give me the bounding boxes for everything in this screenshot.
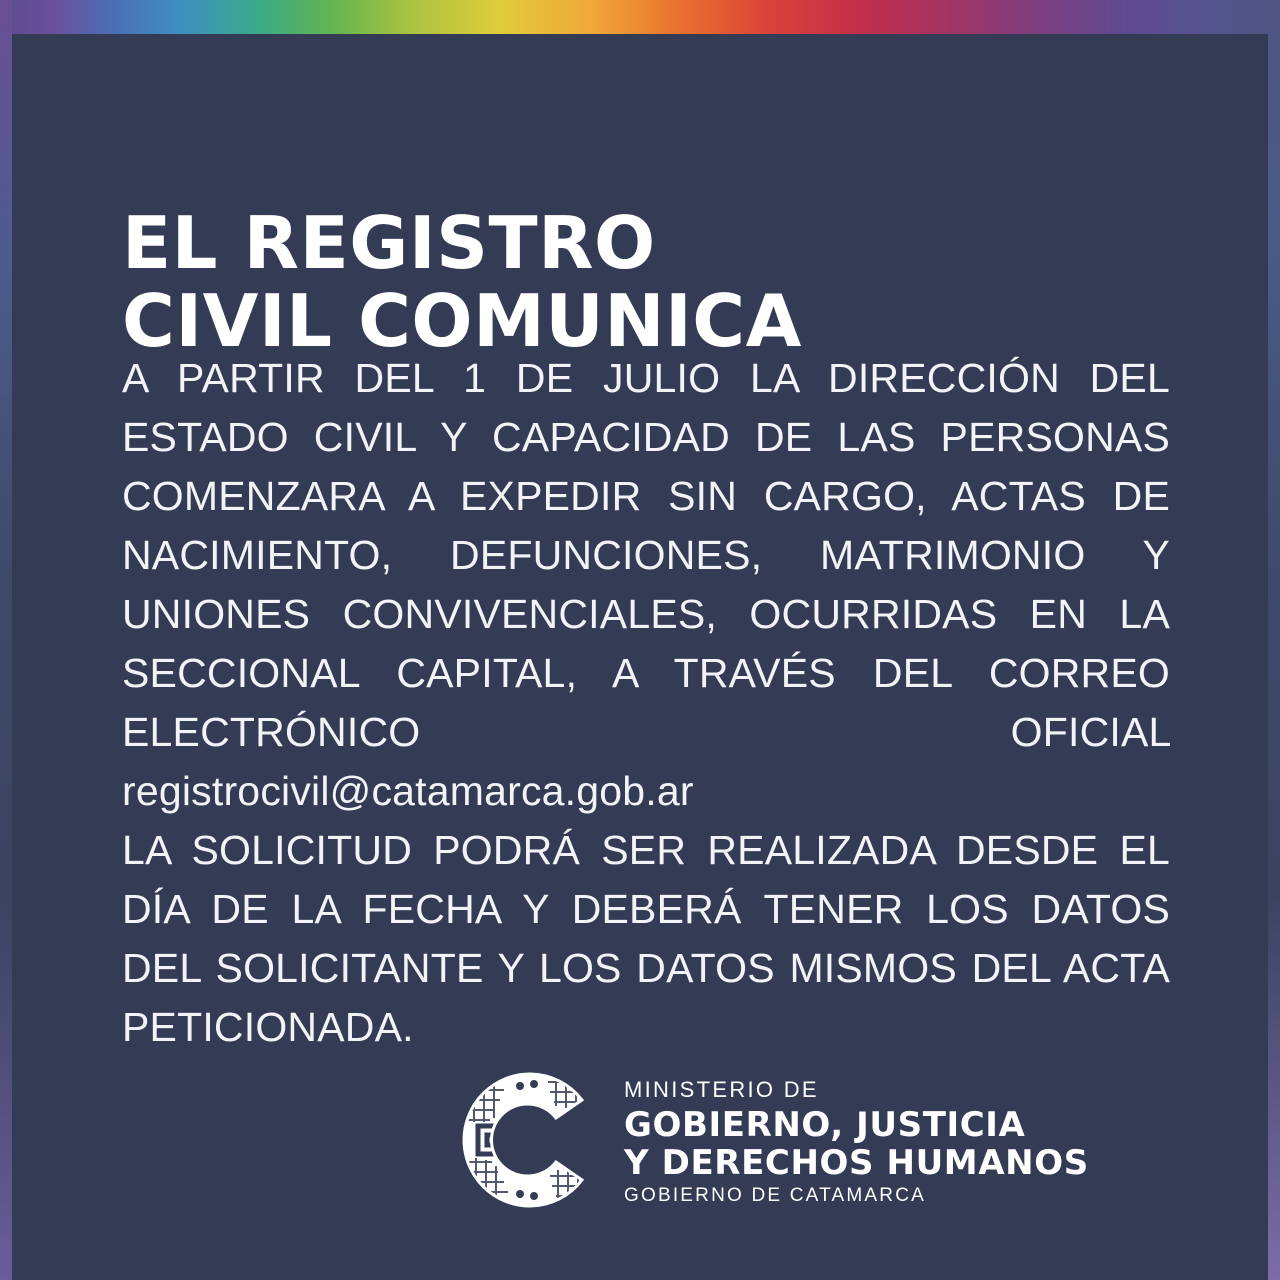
announcement-paragraph-1-text: A PARTIR DEL 1 DE JULIO LA DIRECCIÓN DEL ESTADO CIVIL Y CAPACIDAD DE LAS PERSONAS COMENZARA A EXPEDIR SIN CARGO, ACTAS DE NACIMIENTO, DEFUNCIONES, MATRIMONIO Y UNIONES CONVIVENCIALES, OCURRIDAS EN LA SECCIONAL CAPITAL, A TRAVÉS DEL CORREO ELECTRÓNICO OFICIAL [122, 355, 1170, 755]
ministry-logo-line-4: GOBIERNO DE CATAMARCA [624, 1185, 927, 1206]
ministry-logo-line-1: MINISTERIO DE [624, 1077, 819, 1102]
ministry-logo-line-2: GOBIERNO, JUSTICIA [624, 1105, 1026, 1145]
page-title [122, 201, 1162, 364]
announcement-paragraph-1 [122, 349, 1170, 821]
ministry-logo-text [624, 1075, 1089, 1205]
poster-content [0, 34, 1280, 1280]
catamarca-c-logo-icon [460, 1070, 600, 1210]
announcement-body [122, 349, 1170, 1057]
ministry-logo [460, 1050, 1140, 1230]
ministry-logo-line-3: Y DERECHOS HUMANOS [624, 1143, 1089, 1183]
headline-line-1: EL REGISTRO [122, 201, 656, 286]
headline-line-2: CIVIL COMUNICA [122, 279, 802, 364]
announcement-paragraph-2: LA SOLICITUD PODRÁ SER REALIZADA DESDE EL DÍA DE LA FECHA Y DEBERÁ TENER LOS DATOS DEL SOLICITANTE Y LOS DATOS MISMOS DEL ACTA PETICIONADA. [122, 827, 1170, 1050]
contact-email: registrocivil@catamarca.gob.ar [122, 768, 694, 814]
rainbow-gradient-bar [0, 0, 1280, 34]
